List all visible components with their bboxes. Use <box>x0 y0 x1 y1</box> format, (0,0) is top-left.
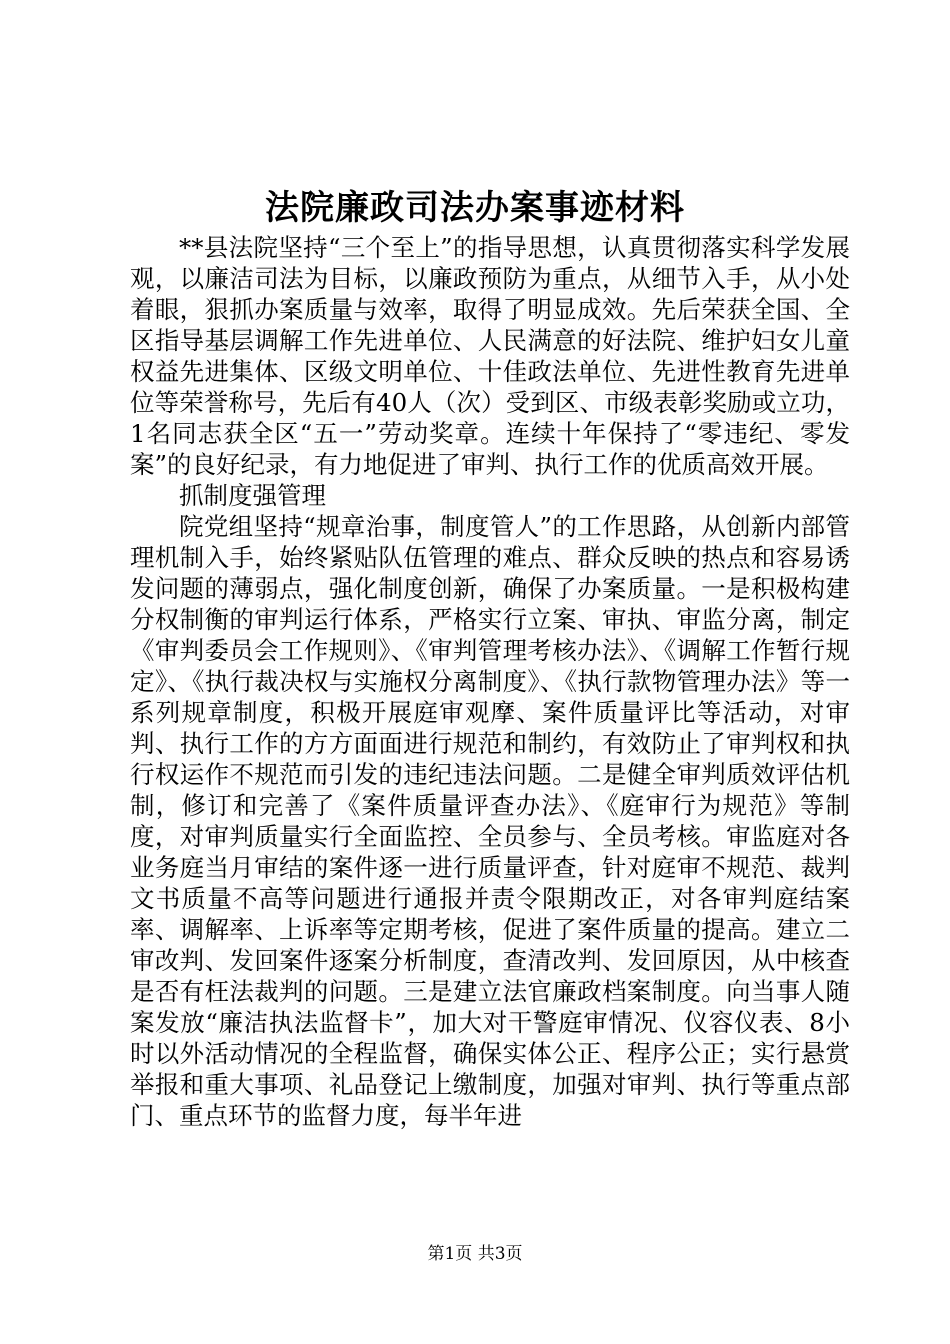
intro-paragraph: **县法院坚持“三个至上”的指导思想，认真贯彻落实科学发展观，以廉洁司法为目标，以廉政预防为重点，从细节入手，从小处着眼，狠抓办案质量与效率，取得了明显成效。先后荣获全国、全区指导基层调解工作先进单位、人民满意的好法院、维护妇女儿童权益先进集体、区级文明单位、十佳政法单位、先进性教育先进单位等荣誉称号，先后有40人（次）受到区、市级表彰奖励或立功，1名同志获全区“五一”劳动奖章。连续十年保持了“零违纪、零发案”的良好纪录，有力地促进了审判、执行工作的优质高效开展。 <box>130 233 850 479</box>
document-body <box>130 232 850 1131</box>
section-paragraph: 院党组坚持“规章治事，制度管人”的工作思路，从创新内部管理机制入手，始终紧贴队伍管理的难点、群众反映的热点和容易诱发问题的薄弱点，强化制度创新，确保了办案质量。一是积极构建分权制衡的审判运行体系，严格实行立案、审执、审监分离，制定《审判委员会工作规则》、《审判管理考核办法》、《调解工作暂行规定》、《执行裁决权与实施权分离制度》、《执行款物管理办法》等一系列规章制度，积极开展庭审观摩、案件质量评比等活动，对审判、执行工作的方方面面进行规范和制约，有效防止了审判权和执行权运作不规范而引发的违纪违法问题。二是健全审判质效评估机制，修订和完善了《案件质量评查办法》、《庭审行为规范》等制度，对审判质量实行全面监控、全员参与、全员考核。审监庭对各业务庭当月审结的案件逐一进行质量评查，针对庭审不规范、裁判文书质量不高等问题进行通报并责令限期改正，对各审判庭结案率、调解率、上诉率等定期考核，促进了案件质量的提高。建立二审改判、发回案件逐案分析制度，查清改判、发回原因，从中核查是否有枉法裁判的问题。三是建立法官廉政档案制度。向当事人随案发放“廉洁执法监督卡”，加大对干警庭审情况、仪容仪表、8小时以外活动情况的全程监督，确保实体公正、程序公正；实行悬赏举报和重大事项、礼品登记上缴制度，加强对审判、执行等重点部门、重点环节的监督力度，每半年进 <box>130 512 850 1130</box>
page-footer: 第1页 共3页 <box>427 1244 523 1264</box>
document-title: 法院廉政司法办案事迹材料 <box>265 188 685 228</box>
section-heading: 抓制度强管理 <box>179 481 326 510</box>
